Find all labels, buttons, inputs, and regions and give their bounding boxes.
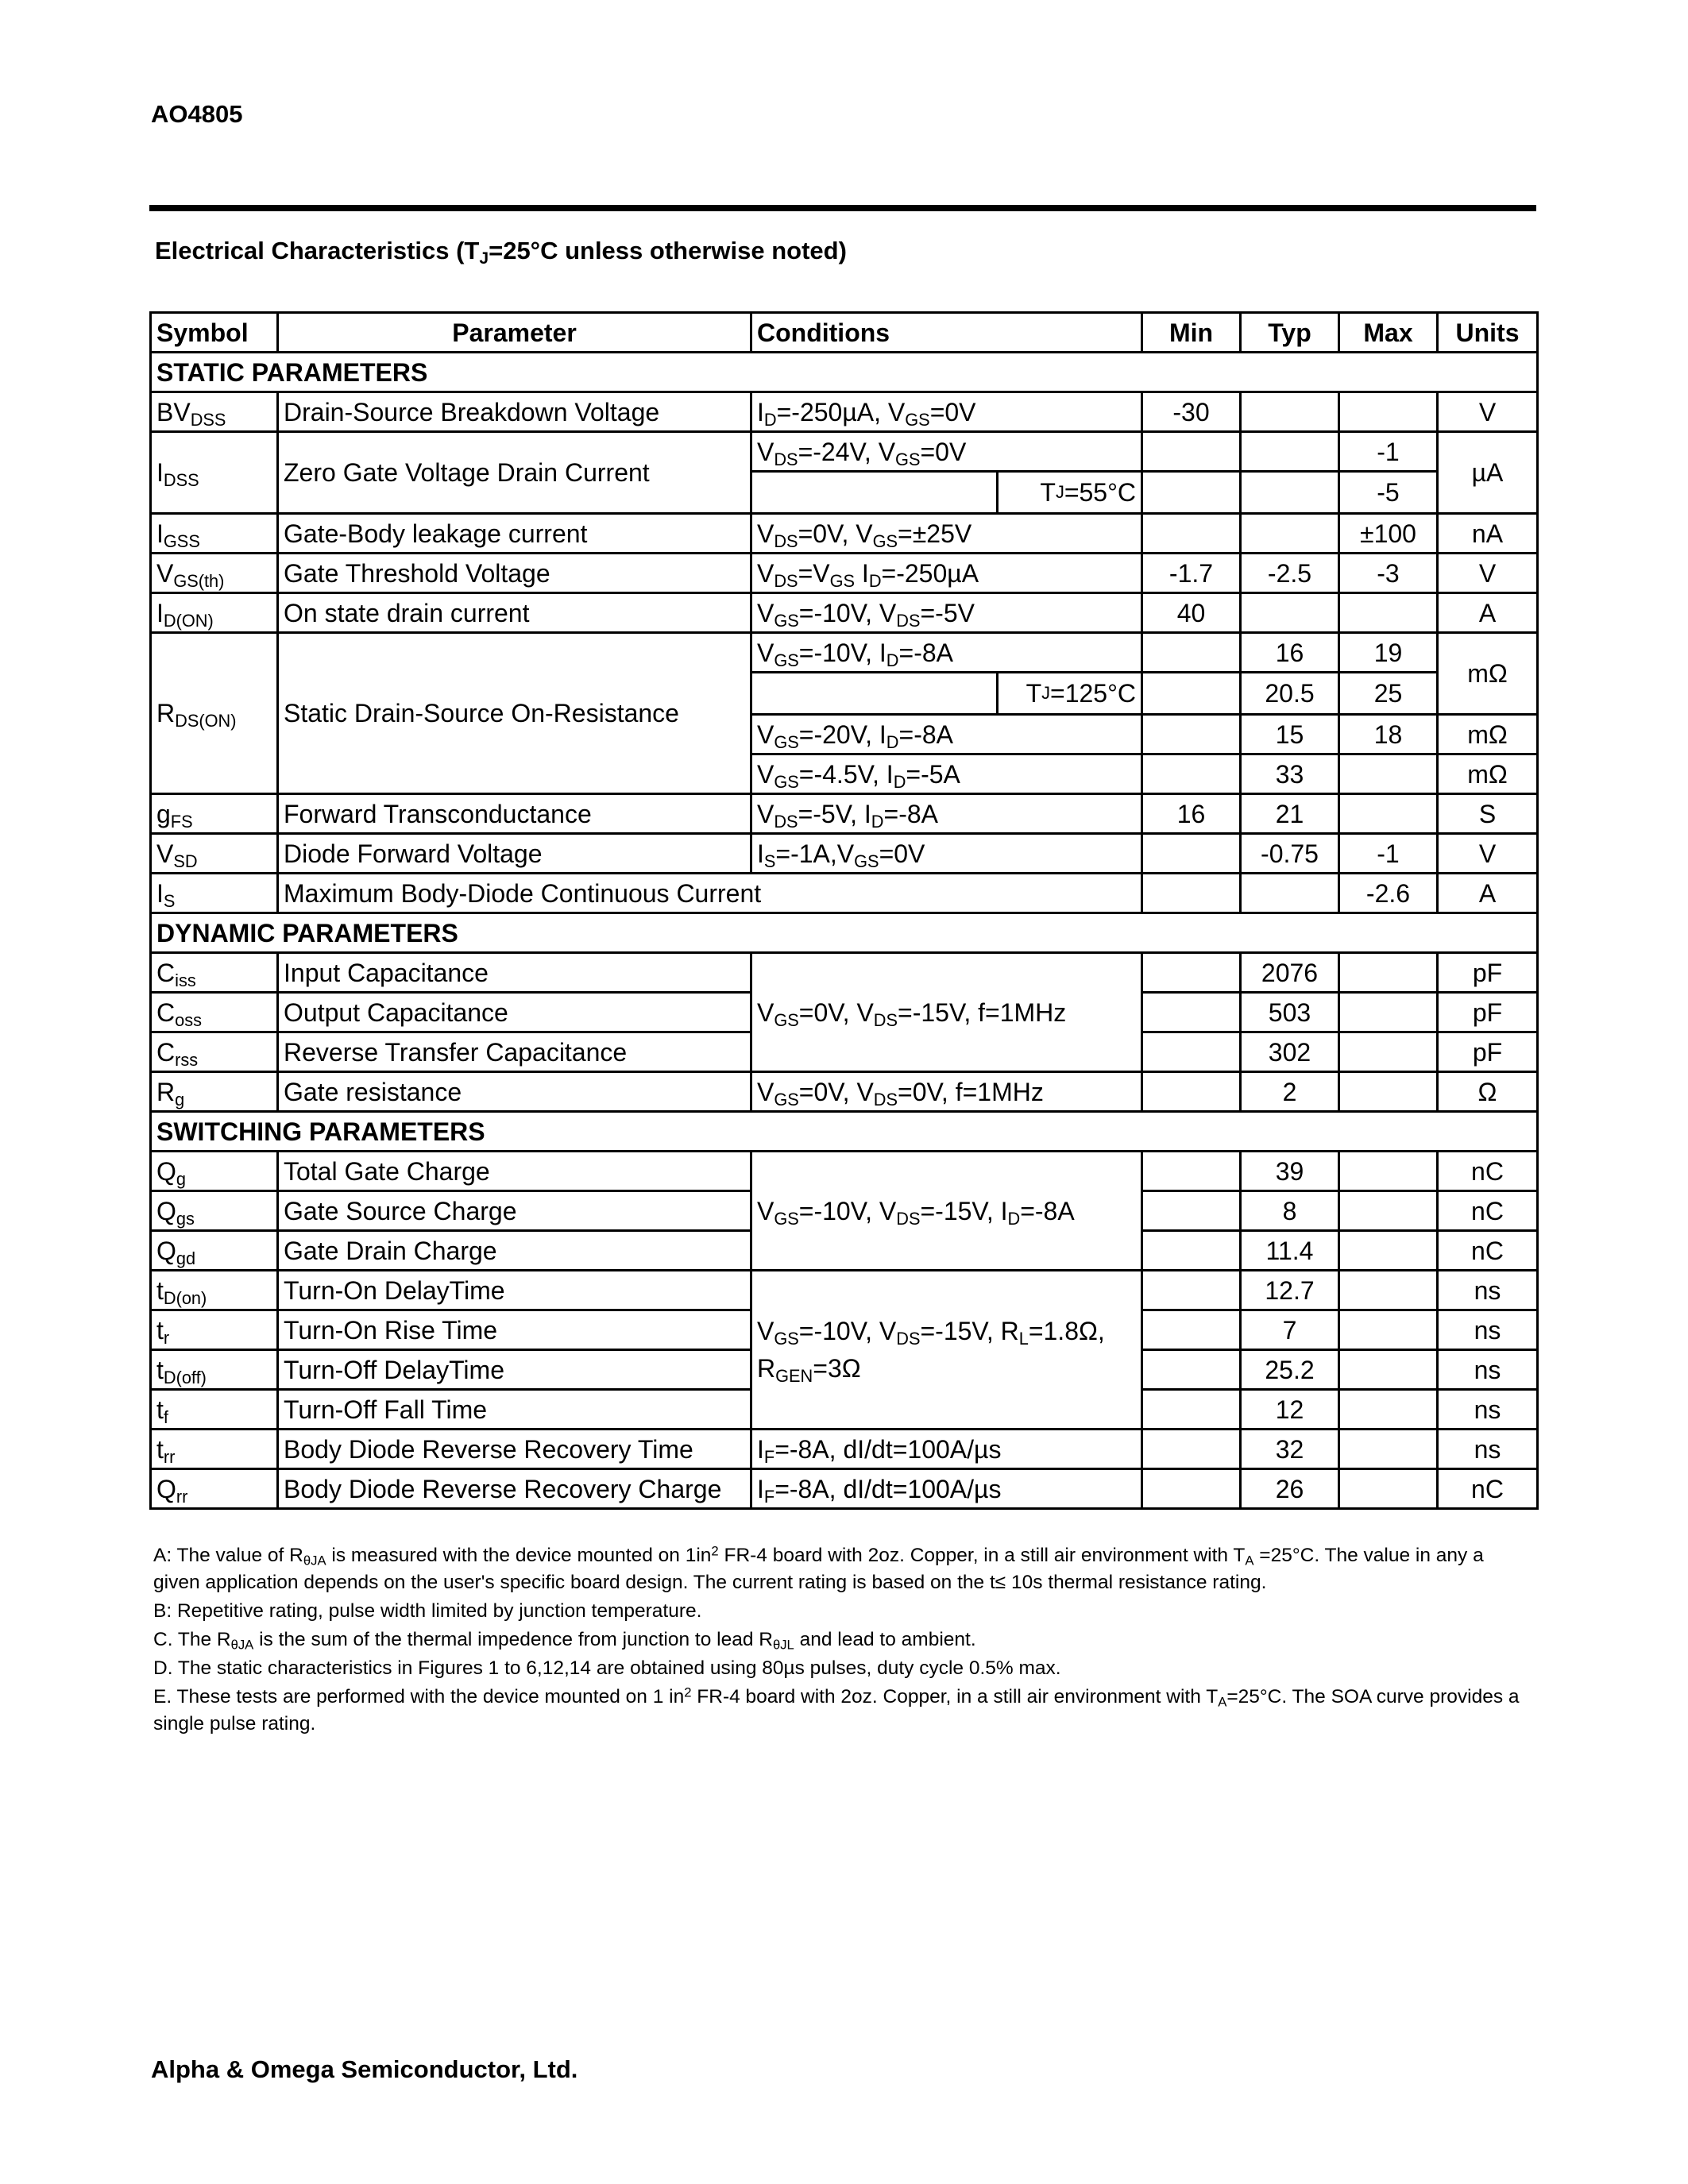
conditions-cell: $I_D=-250\mu A$, $V_{GS}=0V$ bbox=[751, 392, 1142, 432]
footnotes bbox=[153, 1542, 1520, 1739]
typ-cell bbox=[1241, 874, 1339, 913]
header-rule bbox=[149, 205, 1536, 211]
max-cell bbox=[1339, 1390, 1438, 1430]
min-cell bbox=[1142, 633, 1241, 673]
conditions-cell: $V_{GS}=-20V$, $I_D=-8A$ bbox=[751, 715, 1142, 754]
max-cell: 18 bbox=[1339, 715, 1438, 754]
conditions-cell: $V_{DS}=-24V$, $V_{GS}=0V$ bbox=[751, 432, 1142, 472]
section-header-row bbox=[151, 1112, 1538, 1152]
typ-cell: 2076 bbox=[1241, 953, 1339, 993]
typ-cell bbox=[1241, 593, 1339, 633]
parameter-cell: Drain-Source Breakdown Voltage bbox=[278, 392, 751, 432]
table-row bbox=[151, 392, 1538, 432]
parameter-cell: Gate Drain Charge bbox=[278, 1231, 751, 1271]
section-header: DYNAMIC PARAMETERS bbox=[151, 913, 1538, 953]
units-cell: A bbox=[1438, 874, 1538, 913]
units-cell: S bbox=[1438, 794, 1538, 834]
symbol-cell: $V_{GS(th)}$ bbox=[151, 554, 278, 593]
tj-condition: T J =125°C bbox=[996, 673, 1141, 713]
column-header: Min bbox=[1142, 313, 1241, 353]
parameter-cell: Body Diode Reverse Recovery Charge bbox=[278, 1469, 751, 1509]
conditions-cell: $V_{DS}=V_{GS}$ $I_D=-250\mu A$ bbox=[751, 554, 1142, 593]
column-header: Parameter bbox=[278, 313, 751, 353]
min-cell bbox=[1142, 673, 1241, 715]
typ-cell: 302 bbox=[1241, 1032, 1339, 1072]
parameter-cell: Gate Source Charge bbox=[278, 1191, 751, 1231]
units-cell: pF bbox=[1438, 953, 1538, 993]
typ-cell: -2.5 bbox=[1241, 554, 1339, 593]
parameter-cell: Turn-On Rise Time bbox=[278, 1310, 751, 1350]
column-header: Typ bbox=[1241, 313, 1339, 353]
units-cell: ns bbox=[1438, 1390, 1538, 1430]
typ-cell: 32 bbox=[1241, 1430, 1339, 1469]
symbol-cell: $I_{D(ON)}$ bbox=[151, 593, 278, 633]
min-cell: 40 bbox=[1142, 593, 1241, 633]
symbol-cell: $I_{DSS}$ bbox=[151, 432, 278, 514]
footnote: A: The value of $R_{\theta JA}$ is measured with the device mounted on $1in^2$ FR-4 board with 2oz. Copper, in a still air environment with $T_A =25^\circ C$. The value in any a given application depends on the user's specific board design. The current rating is based on the t≤ 10s thermal resistance rating. bbox=[153, 1543, 1484, 1593]
max-cell bbox=[1339, 993, 1438, 1032]
parameter-cell: Output Capacitance bbox=[278, 993, 751, 1032]
units-cell: ns bbox=[1438, 1271, 1538, 1310]
symbol-cell: $C_{oss}$ bbox=[151, 993, 278, 1032]
footnote: C. The $R_{\theta JA}$ is the sum of the thermal impedence from junction to lead $R_{\theta JL}$ and lead to ambient. bbox=[153, 1629, 976, 1653]
symbol-cell: $Q_{gs}$ bbox=[151, 1191, 278, 1231]
conditions-spacer bbox=[752, 673, 996, 713]
table-row bbox=[151, 633, 1538, 673]
min-cell bbox=[1142, 715, 1241, 754]
max-cell bbox=[1339, 1072, 1438, 1112]
units-cell: µA bbox=[1438, 432, 1538, 514]
min-cell bbox=[1142, 874, 1241, 913]
typ-cell bbox=[1241, 432, 1339, 472]
min-cell bbox=[1142, 1430, 1241, 1469]
column-header: Max bbox=[1339, 313, 1438, 353]
typ-cell: 26 bbox=[1241, 1469, 1339, 1509]
max-cell: -5 bbox=[1339, 472, 1438, 514]
min-cell bbox=[1142, 432, 1241, 472]
section-header: SWITCHING PARAMETERS bbox=[151, 1112, 1538, 1152]
parameter-cell: Turn-Off Fall Time bbox=[278, 1390, 751, 1430]
units-cell: ns bbox=[1438, 1310, 1538, 1350]
symbol-cell: $R_{DS(ON)}$ bbox=[151, 633, 278, 794]
conditions-cell: $V_{GS}=-10V$, $I_D=-8A$ bbox=[751, 633, 1142, 673]
max-cell: 25 bbox=[1339, 673, 1438, 715]
max-cell: 19 bbox=[1339, 633, 1438, 673]
max-cell bbox=[1339, 1271, 1438, 1310]
symbol-cell: $C_{rss}$ bbox=[151, 1032, 278, 1072]
typ-cell: 33 bbox=[1241, 754, 1339, 794]
parameter-cell: Gate-Body leakage current bbox=[278, 514, 751, 554]
symbol-cell: $R_g$ bbox=[151, 1072, 278, 1112]
units-cell: Ω bbox=[1438, 1072, 1538, 1112]
symbol-cell: $t_{D(on)}$ bbox=[151, 1271, 278, 1310]
conditions-cell: $V_{DS}=0V$, $V_{GS}=\pm 25V$ bbox=[751, 514, 1142, 554]
max-cell bbox=[1339, 953, 1438, 993]
max-cell bbox=[1339, 1032, 1438, 1072]
typ-cell: 11.4 bbox=[1241, 1231, 1339, 1271]
typ-cell: 8 bbox=[1241, 1191, 1339, 1231]
units-cell: A bbox=[1438, 593, 1538, 633]
table-row bbox=[151, 514, 1538, 554]
table-row bbox=[151, 1271, 1538, 1310]
symbol-cell: $Q_{gd}$ bbox=[151, 1231, 278, 1271]
typ-cell bbox=[1241, 514, 1339, 554]
parameter-cell: Turn-On DelayTime bbox=[278, 1271, 751, 1310]
units-cell: mΩ bbox=[1438, 715, 1538, 754]
electrical-characteristics-table bbox=[149, 311, 1539, 1510]
part-number-heading: AO4805 bbox=[151, 100, 243, 128]
symbol-cell: $I_S$ bbox=[151, 874, 278, 913]
symbol-cell: $t_{D(off)}$ bbox=[151, 1350, 278, 1390]
max-cell bbox=[1339, 1231, 1438, 1271]
min-cell bbox=[1142, 1271, 1241, 1310]
min-cell bbox=[1142, 1310, 1241, 1350]
parameter-cell: Reverse Transfer Capacitance bbox=[278, 1032, 751, 1072]
conditions-cell: $V_{DS}=-5V$, $I_D=-8A$ bbox=[751, 794, 1142, 834]
typ-cell: 7 bbox=[1241, 1310, 1339, 1350]
conditions-cell: $V_{GS}=0V$, $V_{DS}=0V$, f=1MHz bbox=[751, 1072, 1142, 1112]
max-cell bbox=[1339, 392, 1438, 432]
table-header-row bbox=[151, 313, 1538, 353]
units-cell: pF bbox=[1438, 993, 1538, 1032]
max-cell bbox=[1339, 794, 1438, 834]
parameter-cell: Diode Forward Voltage bbox=[278, 834, 751, 874]
conditions-cell: $V_{GS}=-10V$, $V_{DS}=-15V$, $I_D=-8A$ bbox=[751, 1152, 1142, 1271]
typ-cell: 15 bbox=[1241, 715, 1339, 754]
min-cell bbox=[1142, 754, 1241, 794]
table-row bbox=[151, 794, 1538, 834]
footnote: B: Repetitive rating, pulse width limited by junction temperature. bbox=[153, 1600, 702, 1622]
units-cell: nC bbox=[1438, 1469, 1538, 1509]
conditions-cell bbox=[751, 673, 1142, 715]
units-cell: nC bbox=[1438, 1191, 1538, 1231]
parameter-cell: Maximum Body-Diode Continuous Current bbox=[278, 874, 1142, 913]
min-cell bbox=[1142, 834, 1241, 874]
table-row bbox=[151, 953, 1538, 993]
min-cell bbox=[1142, 1191, 1241, 1231]
units-cell: mΩ bbox=[1438, 754, 1538, 794]
max-cell bbox=[1339, 1469, 1438, 1509]
parameter-cell: Forward Transconductance bbox=[278, 794, 751, 834]
conditions-cell: $I_F=-8A$, dI/dt=100A/µs bbox=[751, 1430, 1142, 1469]
column-header: Symbol bbox=[151, 313, 278, 353]
conditions-cell: $I_S=-1A,V_{GS}=0V$ bbox=[751, 834, 1142, 874]
min-cell bbox=[1142, 1390, 1241, 1430]
conditions-cell: $V_{GS}=-10V$, $V_{DS}=-15V$, $R_L=1.8\Omega$, $R_{GEN}=3\Omega$ bbox=[751, 1271, 1142, 1430]
min-cell bbox=[1142, 993, 1241, 1032]
max-cell bbox=[1339, 1191, 1438, 1231]
footnote: E. These tests are performed with the device mounted on 1 $in^2$ FR-4 board with 2oz. Copper, in a still air environment with $T_A=25^\circ C$. The SOA curve provides a single pulse rating. bbox=[153, 1684, 1520, 1734]
table-row bbox=[151, 554, 1538, 593]
min-cell bbox=[1142, 1350, 1241, 1390]
max-cell: -1 bbox=[1339, 432, 1438, 472]
typ-cell bbox=[1241, 472, 1339, 514]
section-title: Electrical Characteristics ($T_J=25^\circ C$ unless otherwise noted) bbox=[155, 237, 847, 268]
column-header: Units bbox=[1438, 313, 1538, 353]
parameter-cell: On state drain current bbox=[278, 593, 751, 633]
parameter-cell: Body Diode Reverse Recovery Time bbox=[278, 1430, 751, 1469]
max-cell: ±100 bbox=[1339, 514, 1438, 554]
units-cell: ns bbox=[1438, 1430, 1538, 1469]
table-row bbox=[151, 593, 1538, 633]
units-cell: nA bbox=[1438, 514, 1538, 554]
symbol-cell: $I_{GSS}$ bbox=[151, 514, 278, 554]
parameter-cell: Input Capacitance bbox=[278, 953, 751, 993]
typ-cell bbox=[1241, 392, 1339, 432]
parameter-cell: Total Gate Charge bbox=[278, 1152, 751, 1191]
table-row bbox=[151, 1072, 1538, 1112]
min-cell: -1.7 bbox=[1142, 554, 1241, 593]
typ-cell: 503 bbox=[1241, 993, 1339, 1032]
section-header: STATIC PARAMETERS bbox=[151, 353, 1538, 392]
symbol-cell: $t_{rr}$ bbox=[151, 1430, 278, 1469]
parameter-cell: Gate resistance bbox=[278, 1072, 751, 1112]
max-cell: -2.6 bbox=[1339, 874, 1438, 913]
symbol-cell: $t_f$ bbox=[151, 1390, 278, 1430]
min-cell: 16 bbox=[1142, 794, 1241, 834]
max-cell bbox=[1339, 1430, 1438, 1469]
typ-cell: 16 bbox=[1241, 633, 1339, 673]
parameter-cell: Turn-Off DelayTime bbox=[278, 1350, 751, 1390]
max-cell bbox=[1339, 754, 1438, 794]
min-cell bbox=[1142, 1231, 1241, 1271]
units-cell: V bbox=[1438, 834, 1538, 874]
units-cell: V bbox=[1438, 392, 1538, 432]
min-cell bbox=[1142, 1072, 1241, 1112]
footnote: D. The static characteristics in Figures 1 to 6,12,14 are obtained using 80µs pulses, duty cycle 0.5% max. bbox=[153, 1657, 1061, 1679]
max-cell bbox=[1339, 1310, 1438, 1350]
conditions-spacer bbox=[752, 473, 996, 512]
company-footer: Alpha & Omega Semiconductor, Ltd. bbox=[151, 2055, 578, 2083]
min-cell bbox=[1142, 472, 1241, 514]
symbol-cell: $g_{FS}$ bbox=[151, 794, 278, 834]
conditions-cell: $V_{GS}=0V$, $V_{DS}=-15V$, f=1MHz bbox=[751, 953, 1142, 1072]
conditions-cell: $V_{GS}=-4.5V$, $I_D=-5A$ bbox=[751, 754, 1142, 794]
table-row bbox=[151, 1152, 1538, 1191]
typ-cell: 12.7 bbox=[1241, 1271, 1339, 1310]
parameter-cell: Zero Gate Voltage Drain Current bbox=[278, 432, 751, 514]
min-cell bbox=[1142, 1469, 1241, 1509]
units-cell: pF bbox=[1438, 1032, 1538, 1072]
symbol-cell: $Q_{rr}$ bbox=[151, 1469, 278, 1509]
units-cell: mΩ bbox=[1438, 633, 1538, 715]
max-cell: -3 bbox=[1339, 554, 1438, 593]
symbol-cell: $BV_{DSS}$ bbox=[151, 392, 278, 432]
typ-cell: 12 bbox=[1241, 1390, 1339, 1430]
tj-condition: T J =55°C bbox=[996, 473, 1141, 512]
typ-cell: 20.5 bbox=[1241, 673, 1339, 715]
min-cell: -30 bbox=[1142, 392, 1241, 432]
typ-cell: 21 bbox=[1241, 794, 1339, 834]
table-row bbox=[151, 432, 1538, 472]
conditions-cell: $I_F=-8A$, dI/dt=100A/µs bbox=[751, 1469, 1142, 1509]
min-cell bbox=[1142, 953, 1241, 993]
table-row bbox=[151, 1469, 1538, 1509]
typ-cell: 2 bbox=[1241, 1072, 1339, 1112]
parameter-cell: Static Drain-Source On-Resistance bbox=[278, 633, 751, 794]
symbol-cell: $t_r$ bbox=[151, 1310, 278, 1350]
typ-cell: 39 bbox=[1241, 1152, 1339, 1191]
min-cell bbox=[1142, 1152, 1241, 1191]
units-cell: ns bbox=[1438, 1350, 1538, 1390]
max-cell: -1 bbox=[1339, 834, 1438, 874]
max-cell bbox=[1339, 1350, 1438, 1390]
parameter-cell: Gate Threshold Voltage bbox=[278, 554, 751, 593]
units-cell: nC bbox=[1438, 1231, 1538, 1271]
units-cell: nC bbox=[1438, 1152, 1538, 1191]
typ-cell: 25.2 bbox=[1241, 1350, 1339, 1390]
conditions-cell bbox=[751, 472, 1142, 514]
min-cell bbox=[1142, 1032, 1241, 1072]
table-row bbox=[151, 1430, 1538, 1469]
column-header: Conditions bbox=[751, 313, 1142, 353]
typ-cell: -0.75 bbox=[1241, 834, 1339, 874]
conditions-cell: $V_{GS}=-10V$, $V_{DS}=-5V$ bbox=[751, 593, 1142, 633]
table-row bbox=[151, 874, 1538, 913]
symbol-cell: $V_{SD}$ bbox=[151, 834, 278, 874]
symbol-cell: $Q_g$ bbox=[151, 1152, 278, 1191]
max-cell bbox=[1339, 593, 1438, 633]
units-cell: V bbox=[1438, 554, 1538, 593]
max-cell bbox=[1339, 1152, 1438, 1191]
section-header-row bbox=[151, 913, 1538, 953]
min-cell bbox=[1142, 514, 1241, 554]
symbol-cell: $C_{iss}$ bbox=[151, 953, 278, 993]
table-row bbox=[151, 834, 1538, 874]
